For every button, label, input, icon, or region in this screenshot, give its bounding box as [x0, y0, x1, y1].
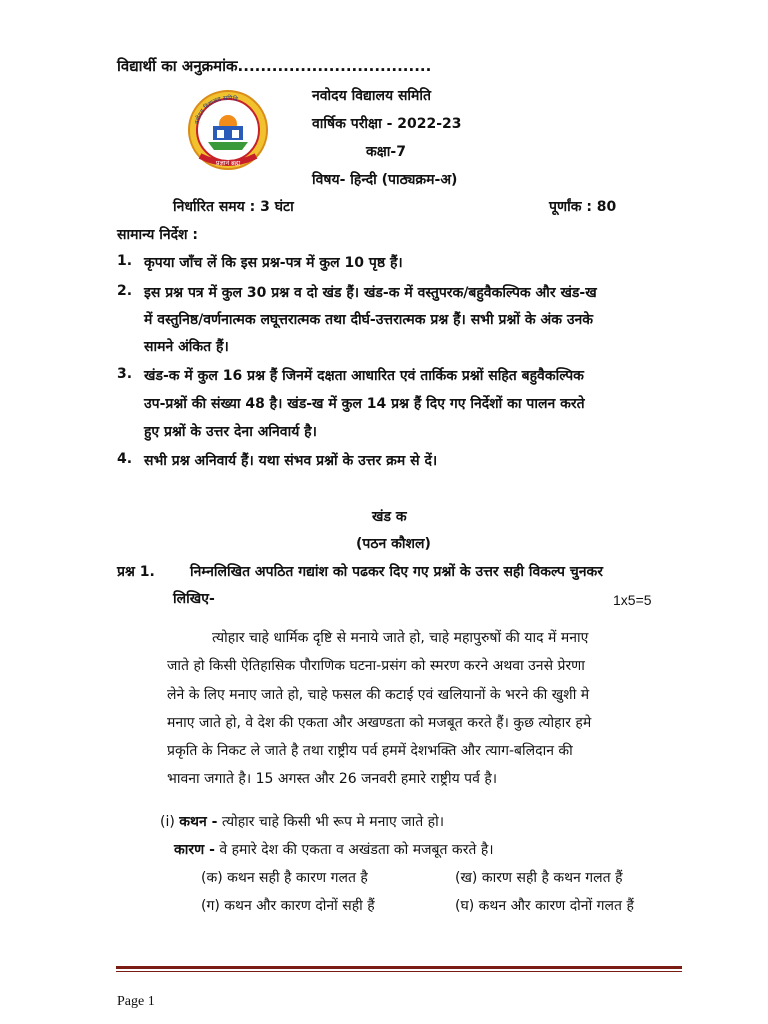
section-subtitle: (पठन कौशल) — [356, 536, 431, 552]
assertion-text: त्योहार चाहे किसी भी रूप मे मनाए जाते हो। — [217, 814, 445, 830]
logo-motto: प्रज्ञानं ब्रह्म — [215, 159, 241, 167]
subquestion-reason — [174, 840, 494, 859]
roll-number-label: विद्यार्थी का अनुक्रमांक.................................. — [117, 57, 432, 75]
instruction-number: 4. — [117, 451, 133, 467]
option-ga: (ग) कथन और कारण दोनों सही हैं — [201, 898, 375, 914]
question-label: प्रश्न 1. — [117, 564, 155, 580]
subquestion-assertion — [160, 812, 444, 831]
class-label: कक्षा-7 — [366, 144, 406, 160]
nvs-logo-icon — [186, 86, 270, 172]
question-marks: 1x5=5 — [613, 592, 652, 608]
marks-label: पूर्णांक : 80 — [549, 199, 617, 215]
question-text: लिखिए- — [173, 591, 215, 607]
instruction-number: 1. — [117, 253, 133, 269]
instruction-line: में वस्तुनिष्ठ/वर्णनात्मक लघूत्तरात्मक तथा दीर्घ-उत्तरात्मक प्रश्न हैं। सभी प्रश्नों के अंक उनके — [144, 312, 594, 328]
instruction-line: सामने अंकित हैं। — [144, 339, 229, 355]
passage-line: त्योहार चाहे धार्मिक दृष्टि से मनाये जाते हो, चाहे महापुरुषों की याद में मनाए — [212, 630, 589, 646]
passage-line: जाते हो किसी ऐतिहासिक पौराणिक घटना-प्रसंग को स्मरण करने अथवा उनसे प्रेरणा — [167, 658, 585, 674]
logo-arc-text: नवोदय विद्यालय समिति — [193, 94, 239, 125]
instructions-heading: सामान्य निर्देश : — [117, 227, 199, 243]
passage-line: प्रकृति के निकट ले जाते है तथा राष्ट्रीय पर्व हममें देशभक्ति और त्याग-बलिदान की — [167, 743, 573, 759]
passage-line: लेने के लिए मनाए जाते हो, चाहे फसल की कटाई एवं खलियानों के भरने की खुशी मे — [167, 687, 590, 703]
instruction-line: इस प्रश्न पत्र में कुल 30 प्रश्न व दो खंड हैं। खंड-क में वस्तुपरक/बहुवैकल्पिक और खंड-ख — [144, 285, 597, 301]
passage-line: भावना जगाते है। 15 अगस्त और 26 जनवरी हमारे राष्ट्रीय पर्व है। — [167, 771, 498, 787]
instruction-line: सभी प्रश्न अनिवार्य हैं। यथा संभव प्रश्नों के उत्तर क्रम से दें। — [144, 453, 438, 469]
subject-label: विषय- हिन्दी (पाठ्यक्रम-अ) — [312, 172, 458, 188]
question-text: निम्नलिखित अपठित गद्यांश को पढकर दिए गए प्रश्नों के उत्तर सही विकल्प चुनकर — [190, 564, 603, 580]
exam-title: वार्षिक परीक्षा - 2022-23 — [312, 116, 462, 132]
instruction-line: हुए प्रश्नों के उत्तर देना अनिवार्य है। — [144, 424, 317, 440]
option-gha: (घ) कथन और कारण दोनों गलत हैं — [455, 898, 634, 914]
footer-rule-thin — [116, 971, 682, 972]
org-name: नवोदय विद्यालय समिति — [312, 88, 432, 104]
option-kha: (ख) कारण सही है कथन गलत हैं — [455, 870, 623, 886]
reason-text: वे हमारे देश की एकता व अखंडता को मजबूत करते है। — [214, 842, 494, 858]
passage-line: मनाए जाते हो, वे देश की एकता और अखण्डता को मजबूत करते हैं। कुछ त्योहार हमे — [167, 715, 592, 731]
subquestion-number: (i) — [160, 814, 175, 830]
instruction-line: खंड-क में कुल 16 प्रश्न हैं जिनमें दक्षता आधारित एवं तार्किक प्रश्नों सहित बहुवैकल्पिक — [144, 368, 584, 384]
time-label: निर्धारित समय : 3 घंटा — [173, 199, 294, 215]
instruction-line: कृपया जाँच लें कि इस प्रश्न-पत्र में कुल 10 पृष्ठ हैं। — [144, 255, 403, 271]
page-number: Page 1 — [117, 994, 155, 1009]
reason-label: कारण - — [174, 842, 215, 858]
instruction-number: 3. — [117, 366, 133, 382]
option-ka: (क) कथन सही है कारण गलत है — [201, 870, 368, 886]
instruction-number: 2. — [117, 283, 133, 299]
assertion-label: कथन - — [179, 814, 218, 830]
section-title: खंड क — [372, 509, 407, 525]
instruction-line: उप-प्रश्नों की संख्या 48 है। खंड-ख में कुल 14 प्रश्न हैं दिए गए निर्देशों का पालन करते — [144, 396, 585, 412]
footer-rule — [116, 966, 682, 969]
